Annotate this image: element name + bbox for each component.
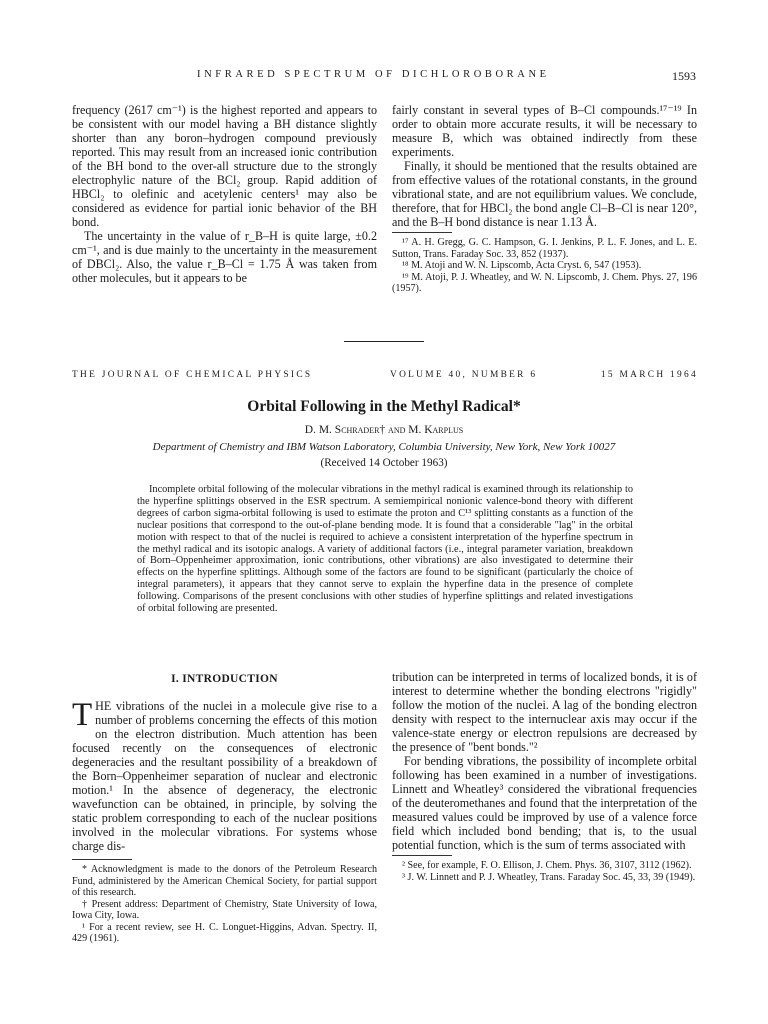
footnote-rule: [72, 859, 132, 860]
prev-footnotes: [392, 237, 697, 295]
received-date: (Received 14 October 1963): [320, 457, 448, 469]
abstract: Incomplete orbital following of the molecular vibrations in the methyl radical is examined through its relationship to the hyperfine splittings observed in the ESR spectrum. A semiempirical nonionic valence-bond theory with different degrees of carbon sigma-orbital following is used to estimate the proton and C¹³ splitting constants as a function of the nuclear positions that correspond to the out-of-plane bending mode. It is found that a considerable "lag" in the orbital motion with respect to that of the nuclei is required to achieve a consistent interpretation of the hyperfine spectrum in the methyl radical and its isotopic analogs. A variety of additional factors (i.e., integral parameter variation, breakdown of Born–Oppenheimer approximation, ionic contributions, other vibrations) are also investigated to determine their effects on the hyperfine splittings. Although some of the factors are found to be significant (particularly the choice of integral parameters), it appears that they cannot serve to explain the hyperfine data in the presence of complete following. Comparisons of the present conclusions with other studies of hyperfine splittings and related investigations of orbital following are presented.: [137, 484, 633, 615]
footnote-acknowledgment: * Acknowledgment is made to the donors of the Petroleum Research Fund, administered by the American Chemical Society, for partial support of this research.: [72, 864, 377, 898]
journal-name: THE JOURNAL OF CHEMICAL PHYSICS: [72, 370, 313, 380]
article-title: Orbital Following in the Methyl Radical*: [247, 398, 521, 415]
intro-left-column: [72, 672, 377, 945]
footnote-address: † Present address: Department of Chemistry, State University of Iowa, Iowa City, Iowa.: [72, 898, 377, 921]
prev-article-right-column: [392, 103, 697, 295]
journal-header: [72, 370, 698, 383]
prev-right-paragraph-1: fairly constant in several types of B–Cl compounds.¹⁷⁻¹⁹ In order to obtain more accurate results, it will be necessary to measure B, which was obtained indirectly from these experiments.: [392, 103, 697, 159]
intro-right-paragraph-2: For bending vibrations, the possibility of incomplete orbital following has been examined in a number of investigations. Linnett and Wheatley³ considered the vibrational frequencies of the deuteromethanes and found that the interpretation of the measured values could be improved by use of a valence force field which included bond bending; that is, to the usual potential function, which is the sum of terms associated with: [392, 754, 697, 852]
footnote-17: ¹⁷ A. H. Gregg, G. C. Hampson, G. I. Jenkins, P. L. F. Jones, and L. E. Sutton, Trans. Faraday Soc. 33, 852 (1937).: [392, 237, 697, 260]
footnote-1: ¹ For a recent review, see H. C. Longuet-Higgins, Advan. Spectry. II, 429 (1961).: [72, 921, 377, 944]
journal-volume: VOLUME 40, NUMBER 6: [390, 370, 538, 380]
intro-footnotes-right: [392, 860, 697, 883]
footnote-18: ¹⁸ M. Atoji and W. N. Lipscomb, Acta Cryst. 6, 547 (1953).: [402, 260, 642, 271]
intro-right-paragraph-1: tribution can be interpreted in terms of localized bonds, it is of interest to determine whether the bonding electrons "rigidly" follow the motion of the nuclei. A lag of the bonding electron density with respect to the internuclear axis may occur if the valence-state energy or electron repulsions are decreased by the presence of "bent bonds."²: [392, 670, 697, 754]
prev-article-left-column: [72, 103, 377, 285]
article-authors: D. M. Schrader† and M. Karplus: [304, 424, 464, 436]
prev-left-paragraph-1: frequency (2617 cm⁻¹) is the highest reported and appears to be consistent with our model having a BH distance slightly shorter than any boron–hydrogen compound previously reported. This may result from an increased ionic contribution of the BH bond to the over-all structure due to the strongly electrophylic nature of the BCl₂ group. Rapid addition of HBCl₂ to olefinic and acetylenic centers¹ may also be considered as evidence for partial ionic behavior of the BH bond.: [72, 103, 377, 229]
prev-right-paragraph-2: Finally, it should be mentioned that the results obtained are from effective values of the rotational constants, in the ground vibrational state, and are not equilibrium values. We conclude, therefore, that for HBCl₂ the bond angle Cl–B–Cl is near 120°, and the B–H bond distance is near 1.13 Å.: [392, 159, 697, 229]
intro-right-column: [392, 670, 697, 883]
page-number: 1593: [672, 69, 696, 83]
intro-left-text: HE vibrations of the nuclei in a molecule give rise to a number of problems concerning the effects of this motion on the electron distribution. Much attention has been focused recently on the consequences of electronic degeneracies and the resultant possibility of a breakdown of the Born–Oppenheimer separation of nuclear and electronic motion.¹ In the absence of degeneracy, the electronic wavefunction can be obtained, in principle, by solving the static problem corresponding to each of the nuclear positions involved in the molecular vibrations. For systems whose charge dis-: [72, 699, 377, 853]
intro-footnotes-left: [72, 864, 377, 945]
section-heading: I. INTRODUCTION: [171, 673, 278, 685]
article-affiliation: Department of Chemistry and IBM Watson Laboratory, Columbia University, New York, New York 10027: [152, 441, 616, 453]
footnote-rule: [392, 855, 452, 856]
footnote-19: ¹⁹ M. Atoji, P. J. Wheatley, and W. N. Lipscomb, J. Chem. Phys. 27, 196 (1957).: [392, 271, 697, 294]
running-head-title: INFRARED SPECTRUM OF DICHLOROBORANE: [197, 69, 550, 80]
article-separator-rule: [344, 341, 424, 342]
drop-cap: T: [72, 697, 93, 733]
footnote-3: ³ J. W. Linnett and P. J. Wheatley, Trans. Faraday Soc. 45, 33, 39 (1949).: [402, 871, 696, 883]
footnote-rule: [392, 232, 452, 233]
footnote-2: ² See, for example, F. O. Ellison, J. Chem. Phys. 36, 3107, 3112 (1962).: [402, 860, 692, 871]
running-head: [72, 69, 696, 83]
journal-date: 15 MARCH 1964: [600, 370, 698, 380]
prev-left-paragraph-2: The uncertainty in the value of r_B–H is quite large, ±0.2 cm⁻¹, and is due mainly to the uncertainty in the measurement of DBCl₂. Also, the value r_B–Cl = 1.75 Å was taken from other molecules, but it appears to be: [72, 229, 377, 285]
